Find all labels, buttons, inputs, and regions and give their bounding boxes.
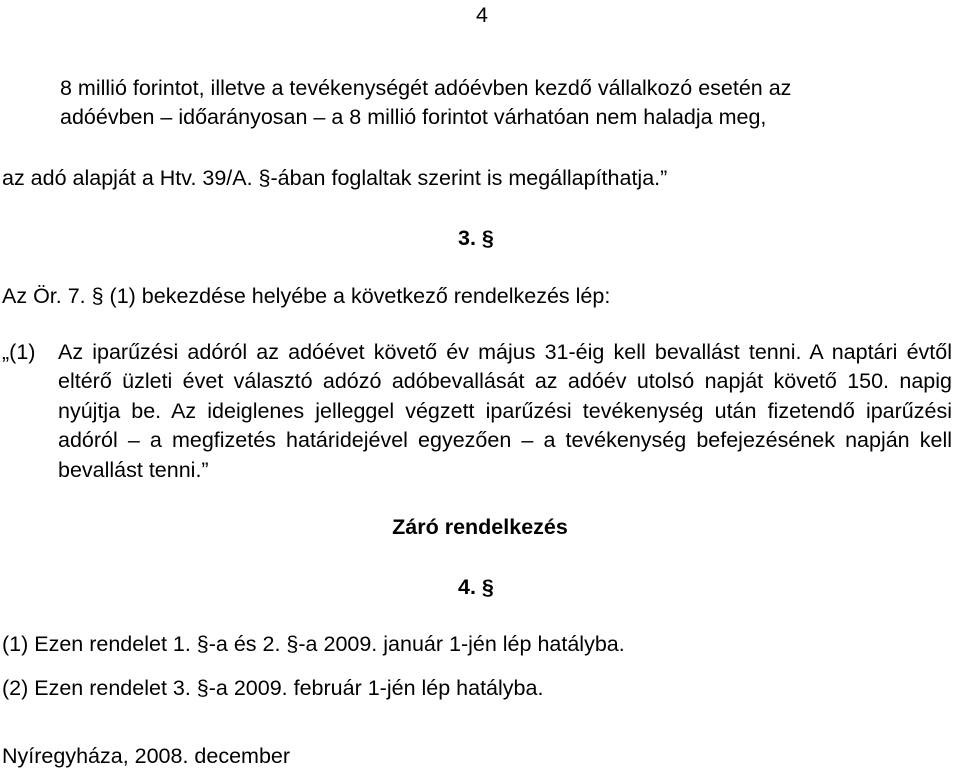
section-3-heading: 3. §: [458, 226, 494, 250]
effective-date-rule-1: (1) Ezen rendelet 1. §-a és 2. §-a 2009. január 1-jén lép hatályba.: [2, 632, 625, 656]
intro-line-2: adóévben – időarányosan – a 8 millió forintot várhatóan nem haladja meg,: [60, 105, 767, 129]
quote-paragraph-text: Az iparűzési adóról az adóévet követő év május 31-éig kell bevallást tenni. A naptári évtől eltérő üzleti évet választó adózó adóbevallását az adóév utolsó napját követő 150. napig nyújtja be. Az ideiglenes jelleggel végzett iparűzési tevékenység után fizetendő iparűzési adóról – a megfizetés határidejével egyezően – a tevékenység befejezésének napján kell bevallást tenni.”: [58, 340, 952, 482]
amendment-intro: Az Ör. 7. § (1) bekezdése helyébe a következő rendelkezés lép:: [2, 284, 611, 308]
effective-date-rule-2: (2) Ezen rendelet 3. §-a 2009. február 1-jén lép hatályba.: [2, 676, 544, 700]
quote-paragraph-number: „(1): [2, 340, 36, 364]
quoted-provision: [2, 338, 952, 485]
place-and-date: Nyíregyháza, 2008. december: [2, 744, 291, 768]
page-number: 4: [476, 3, 488, 27]
closing-provisions-title: Záró rendelkezés: [392, 515, 568, 539]
intro-line-3: az adó alapját a Htv. 39/A. §-ában foglaltak szerint is megállapíthatja.”: [2, 166, 668, 190]
section-4-heading: 4. §: [458, 575, 494, 599]
intro-line-1: 8 millió forintot, illetve a tevékenységét adóévben kezdő vállalkozó esetén az: [60, 76, 792, 100]
